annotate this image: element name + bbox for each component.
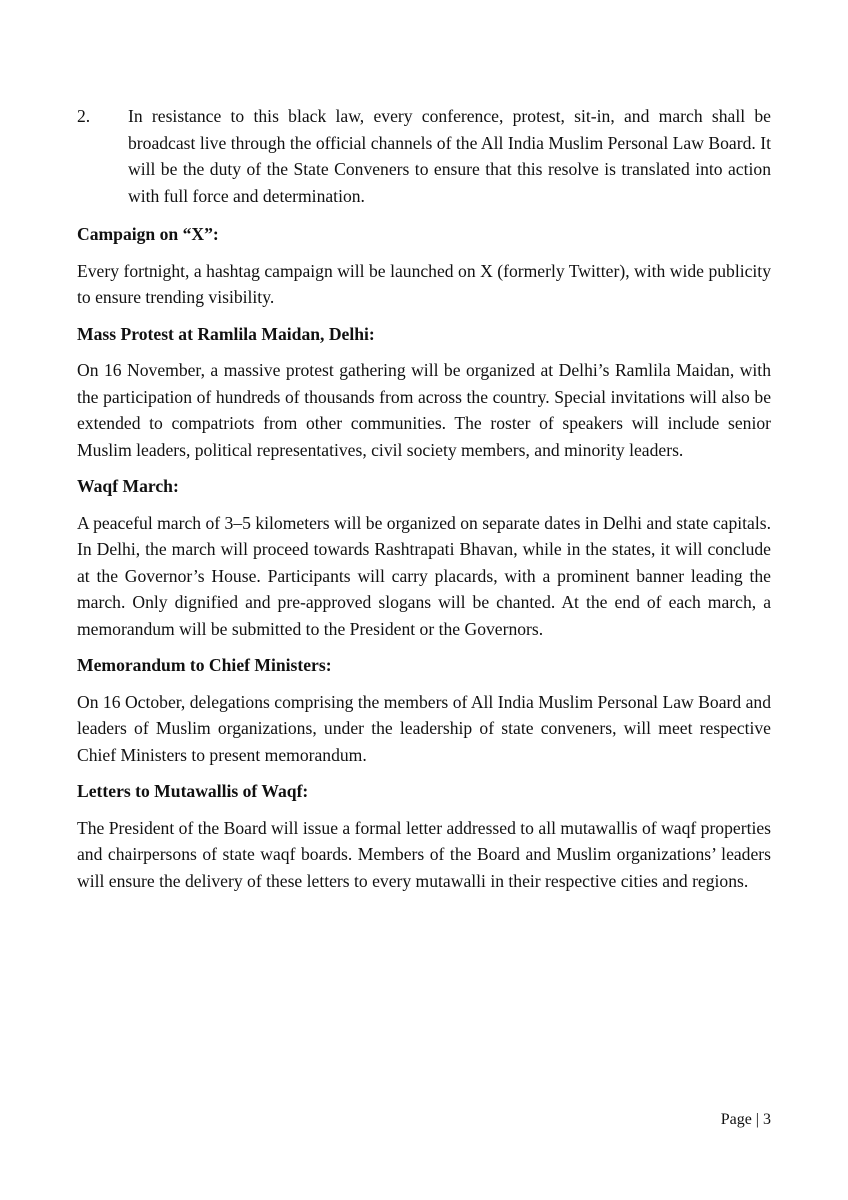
section-heading: Waqf March: — [77, 476, 179, 496]
page-number: Page | 3 — [720, 1111, 771, 1128]
section-paragraph: Every fortnight, a hashtag campaign will be launched on X (formerly Twitter), with wide publicity to ensure trending visibility. — [77, 260, 771, 307]
numbered-item-2 — [77, 103, 771, 209]
section-heading: Letters to Mutawallis of Waqf: — [77, 781, 309, 801]
section-mass-protest — [77, 321, 771, 464]
section-heading: Campaign on “X”: — [77, 224, 219, 244]
section-waqf-march — [77, 473, 771, 642]
section-paragraph: On 16 October, delegations comprising the members of All India Muslim Personal Law Board and leaders of Muslim organizations, under the leadership of state conveners, will meet respective Chief Ministers to present memorandum. — [77, 691, 771, 765]
section-letters-mutawallis — [77, 778, 771, 894]
section-heading: Mass Protest at Ramlila Maidan, Delhi: — [77, 323, 375, 344]
section-campaign-x — [77, 221, 771, 311]
document-body — [77, 103, 771, 904]
section-heading: Memorandum to Chief Ministers: — [77, 655, 332, 675]
section-paragraph: On 16 November, a massive protest gathering will be organized at Delhi’s Ramlila Maidan, with the participation of hundreds of thousands from across the country. Special invitations will also be extended to compatriots from other communities. The roster of speakers will include senior Muslim leaders, political representatives, civil society members, and minority leaders. — [77, 360, 771, 460]
section-paragraph: A peaceful march of 3–5 kilometers will be organized on separate dates in Delhi and state capitals. In Delhi, the march will proceed towards Rashtrapati Bhavan, while in the states, it will conclude at the Governor’s House. Participants will carry placards, with a prominent banner leading the march. Only dignified and pre-approved slogans will be chanted. At the end of each march, a memorandum will be submitted to the President or the Governors. — [77, 512, 771, 639]
item-number: 2. — [77, 106, 91, 126]
section-memorandum — [77, 652, 771, 768]
section-paragraph: The President of the Board will issue a formal letter addressed to all mutawallis of waqf properties and chairpersons of state waqf boards. Members of the Board and Muslim organizations’ leaders will ensure the delivery of these letters to every mutawalli in their respective cities and regions. — [77, 817, 771, 891]
item-text: In resistance to this black law, every conference, protest, sit-in, and march shall be broadcast live through the official channels of the All India Muslim Personal Law Board. It will be the duty of the State Conveners to ensure that this resolve is translated into action with full force and determination. — [128, 106, 771, 206]
